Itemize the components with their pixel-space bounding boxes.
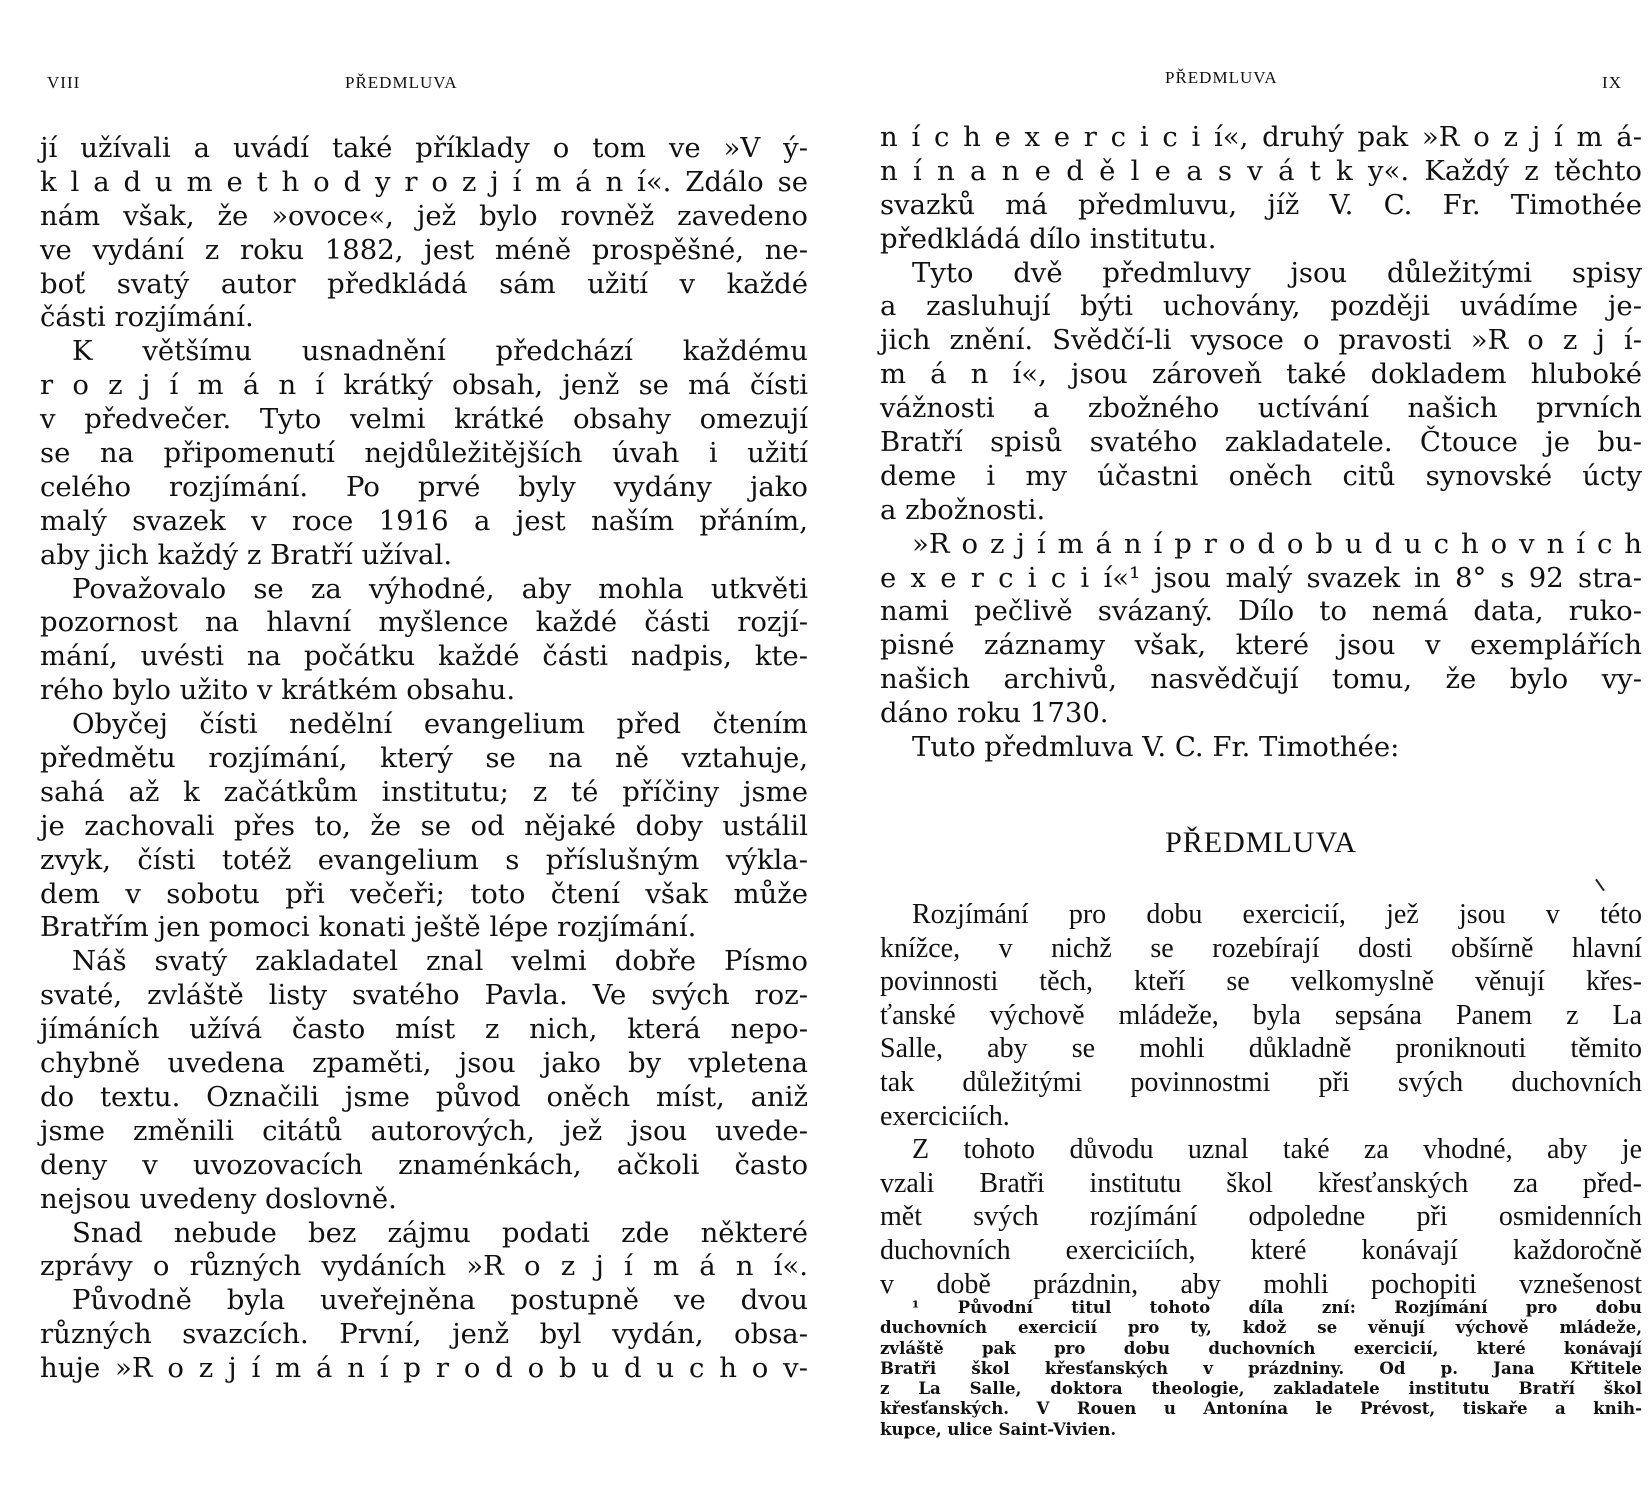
text-line: ve vydání z roku 1882, jest méně prospěšné, ne- — [40, 233, 808, 266]
stray-mark — [1595, 879, 1605, 892]
text-line: n í c h e x e r c i c i í«, druhý pak »R o z j í m á- — [880, 121, 1642, 153]
page-number-right: IX — [1602, 73, 1622, 92]
text-line: mět svých rozjímání odpoledne při osmidenních — [880, 1201, 1642, 1233]
text-line: povinnosti těch, kteří se velkomyslně věnují křes- — [880, 966, 1642, 998]
text-line: huje »R o z j í m á n í p r o d o b u d u c h o v- — [40, 1352, 808, 1385]
text-line: dáno roku 1730. — [880, 697, 1109, 730]
running-title-right: PŘEDMLUVA — [1165, 68, 1278, 87]
footnote-line: kupce, ulice Saint-Vivien. — [880, 1418, 1117, 1439]
text-line: Z tohoto důvodu uznal také za vhodné, aby je — [912, 1134, 1642, 1166]
text-line: svazků má předmluvu, jíž V. C. Fr. Timothée — [880, 188, 1642, 221]
text-line: jí užívali a uvádí také příklady o tom ve »V ý- — [40, 132, 808, 164]
text-line: K většímu usnadnění předchází každému — [72, 335, 808, 368]
footnote-line: duchovních exercicií pro ty, kdož se věnují výchově mládeže, — [880, 1317, 1642, 1338]
text-line: Snad nebude bez zájmu podati zde některé — [72, 1216, 808, 1249]
text-line: a zbožnosti. — [880, 493, 1046, 526]
text-line: mání, uvésti na počátku každé části nadpis, kte- — [40, 640, 808, 673]
right-body-text — [880, 121, 1642, 765]
running-title-left: PŘEDMLUVA — [345, 73, 458, 92]
footnote-line: ¹ Původní titul tohoto díla zní: Rozjímání pro dobu — [912, 1297, 1642, 1317]
page-number-left: VIII — [47, 73, 81, 92]
text-line: pozornost na hlavní myšlence každé části rozjí- — [40, 606, 808, 639]
text-line: Rozjímání pro dobu exercicií, jež jsou v této — [912, 899, 1642, 930]
text-line: dem v sobotu při večeři; toto čtení však může — [40, 877, 808, 910]
text-line: do textu. Označili jsme původ oněch míst, aniž — [40, 1080, 808, 1113]
text-line: svaté, zvláště listy svatého Pavla. Ve svých roz- — [40, 979, 808, 1012]
text-line: ťanské výchově mládeže, byla sepsána Panem z La — [880, 999, 1642, 1031]
text-line: nami pečlivě svázaný. Dílo to nemá data, ruko- — [880, 595, 1642, 628]
footnote-line: křesťanských. V Rouen u Antonína le Prévost, tiskaře a knih- — [880, 1398, 1642, 1419]
text-line: Původně byla uveřejněna postupně ve dvou — [72, 1284, 808, 1317]
text-line: vážnosti a zbožného uctívání našich prvních — [880, 392, 1642, 425]
right-page — [825, 0, 1650, 1500]
text-line: předmětu rozjímání, který se na ně vztahuje, — [40, 742, 808, 775]
text-line: Náš svatý zakladatel znal velmi dobře Písmo — [72, 945, 808, 978]
text-line: jímáních užívá často míst z nich, která nepo- — [40, 1013, 808, 1046]
text-line: duchovních exerciciích, které konávají každoročně — [880, 1234, 1642, 1266]
text-line: Bratří spisů svatého zakladatele. Čtouce je bu- — [880, 426, 1642, 459]
text-line: Bratřím jen pomoci konati ještě lépe rozjímání. — [40, 911, 697, 944]
text-line: boť svatý autor předkládá sám užití v každé — [40, 267, 808, 300]
text-line: našich archivů, nasvědčují tomu, že bylo vy- — [880, 663, 1642, 696]
text-line: v době prázdnin, aby mohli pochopiti vznešenost — [880, 1268, 1642, 1300]
text-line: knížce, v nichž se rozebírají dosti obšírně hlavní — [880, 932, 1642, 964]
text-line: sahá až k začátkům institutu; z té příčiny jsme — [40, 775, 808, 808]
text-line: jsme změnili citátů autorových, jež jsou uvede- — [40, 1114, 808, 1147]
text-line: Považovalo se za výhodné, aby mohla utkvěti — [72, 572, 808, 605]
text-line: se na připomenutí nejdůležitějších úvah i užití — [40, 437, 808, 470]
footnote-line: z La Salle, doktora theologie, zakladatele institutu Bratří škol — [880, 1378, 1642, 1399]
text-line: Obyčej čísti nedělní evangelium před čtením — [72, 708, 808, 741]
left-body-text — [40, 132, 808, 1386]
text-line: nejsou uvedeny doslovně. — [40, 1182, 397, 1215]
text-line: malý svazek v roce 1916 a jest naším přáním, — [40, 504, 808, 537]
text-line: Tyto dvě předmluvy jsou důležitými spisy — [912, 256, 1642, 289]
text-line: aby jich každý z Bratří užíval. — [40, 538, 453, 571]
text-line: předkládá dílo institutu. — [880, 222, 1217, 255]
footnote — [880, 1297, 1642, 1439]
text-line: a zasluhují býti uchovány, později uvádíme je- — [880, 290, 1642, 323]
footnote-line: zvláště pak pro dobu duchovních exercicií, které konávají — [880, 1337, 1642, 1358]
text-line: je zachovali přes to, že se od nějaké doby ustálil — [40, 809, 808, 842]
text-line: deme i my účastni oněch citů synovské úcty — [880, 459, 1642, 492]
section-body-text — [880, 898, 1642, 1301]
text-line: »R o z j í m á n í p r o d o b u d u c h o v n í c h — [912, 527, 1642, 560]
text-line: nám však, že »ovoce«, jež bylo rovněž zavedeno — [40, 199, 808, 232]
text-line: části rozjímání. — [40, 301, 254, 334]
text-line: deny v uvozovacích znaménkách, ačkoli často — [40, 1148, 808, 1181]
text-line: m á n í«, jsou zároveň také dokladem hluboké — [880, 358, 1642, 391]
text-line: jich znění. Svědčí-li vysoce o pravosti »R o z j í- — [880, 324, 1642, 357]
text-line: Salle, aby se mohli důkladně proniknouti těmito — [880, 1033, 1642, 1065]
text-line: tak důležitými povinnostmi při svých duchovních — [880, 1066, 1642, 1098]
text-line: vzali Bratři institutu škol křesťanských za před- — [880, 1167, 1642, 1199]
text-line: r o z j í m á n í krátký obsah, jenž se má čísti — [40, 369, 808, 402]
text-line: k l a d u m e t h o d y r o z j í m á n í«. Zdálo se — [40, 165, 808, 198]
text-line: pisné záznamy však, které jsou v exemplářích — [880, 629, 1642, 662]
text-line: zprávy o různých vydáních »R o z j í m á n í«. — [40, 1250, 808, 1283]
section-heading: PŘEDMLUVA — [1165, 826, 1357, 859]
text-line: chybně uvedena zpaměti, jsou jako by vpletena — [40, 1047, 808, 1080]
text-line: v předvečer. Tyto velmi krátké obsahy omezují — [40, 403, 808, 436]
text-line: celého rozjímání. Po prvé byly vydány jako — [40, 470, 808, 503]
text-line: exerciciích. — [880, 1100, 1010, 1132]
text-line: Tuto předmluva V. C. Fr. Timothée: — [912, 731, 1400, 764]
text-line: e x e r c i c i í«¹ jsou malý svazek in 8° s 92 stra- — [880, 561, 1642, 594]
footnote-line: Bratři škol křesťanských v prázdniny. Od p. Jana Křtitele — [880, 1357, 1642, 1378]
text-line: n í n a n e d ě l e a s v á t k y«. Každý z těchto — [880, 154, 1642, 187]
text-line: zvyk, čísti totéž evangelium s příslušným výkla- — [40, 843, 808, 876]
text-line: různých svazcích. První, jenž byl vydán, obsa- — [40, 1318, 808, 1351]
text-line: rého bylo užito v krátkém obsahu. — [40, 674, 516, 707]
